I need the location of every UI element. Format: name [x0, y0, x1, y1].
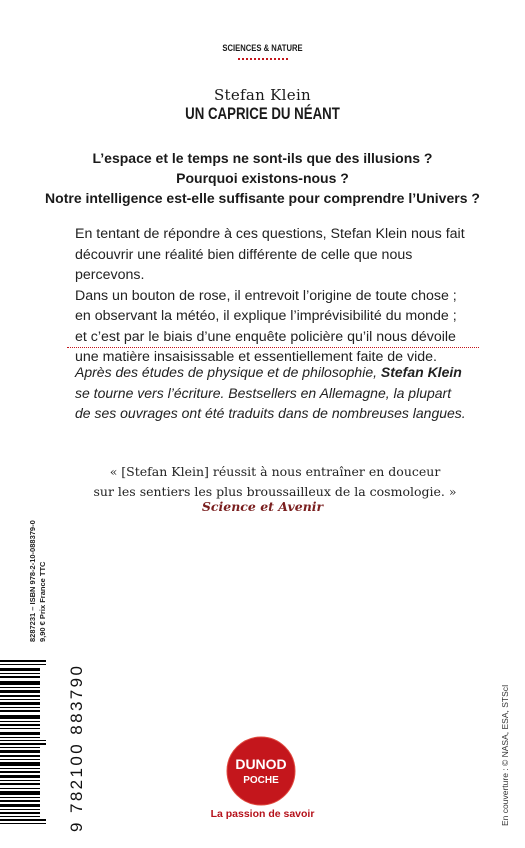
logo-text-poche: POCHE: [243, 775, 279, 786]
dotted-separator: [67, 347, 479, 348]
bio-line: de ses ouvrages ont été traduits dans de nombreuses langues.: [75, 405, 466, 421]
bio-author-name: Stefan Klein: [380, 364, 462, 380]
blurb-line: et c’est par le biais d’une enquête policière qu’il nous dévoile: [75, 328, 456, 345]
quote-line: sur les sentiers les plus broussailleux de la cosmologie. »: [93, 484, 457, 499]
question-line: Pourquoi existons-nous ?: [176, 170, 349, 186]
blurb-line: découvrir une réalité bien différente de celle que nous percevons.: [75, 246, 413, 283]
logo-text-dunod: DUNOD: [235, 756, 287, 772]
book-title: UN CAPRICE DU NÉANT: [185, 104, 340, 123]
blurb-paragraph: [75, 224, 475, 368]
isbn-line: 8287231 – ISBN 978-2-10-088379-0: [28, 520, 37, 642]
blurb-line: Dans un bouton de rose, il entrevoit l’origine de toute chose ;: [75, 287, 457, 304]
price-line: 9,90 € Prix France TTC: [38, 561, 47, 642]
barcode-number: 9 782100 883790: [67, 663, 86, 832]
author-bio: [75, 362, 475, 424]
dunod-poche-logo: [226, 736, 296, 806]
collection-label: SCIENCES & NATURE: [222, 43, 303, 53]
quote-source: Science et Avenir: [201, 499, 324, 514]
publisher-tagline: La passion de savoir: [210, 808, 315, 820]
press-quote: [75, 462, 475, 502]
collection-dotted-divider: [238, 58, 288, 62]
blurb-line: une matière insaisissable et essentiellement faite de vide.: [75, 349, 437, 365]
quote-line: « [Stefan Klein] réussit à nous entraîner en douceur: [109, 464, 441, 479]
bio-text: Après des études de physique et de philosophie,: [75, 364, 381, 380]
author-name: Stefan Klein: [213, 86, 312, 104]
isbn-price-info: [28, 520, 48, 642]
questions-block: [0, 148, 525, 208]
barcode-image: [0, 660, 62, 832]
blurb-line: en observant la météo, il explique l’imprévisibilité du monde ;: [75, 308, 457, 324]
blurb-line: En tentant de répondre à ces questions, Stefan Klein nous fait: [75, 226, 465, 242]
bio-line: [75, 362, 475, 383]
cover-credit: En couverture : © NASA, ESA, STScI: [500, 684, 510, 826]
question-line: Notre intelligence est-elle suffisante pour comprendre l’Univers ?: [45, 190, 480, 206]
bio-line: se tourne vers l’écriture. Bestsellers en Allemagne, la plupart: [75, 384, 452, 401]
question-line: L’espace et le temps ne sont-ils que des illusions ?: [92, 150, 433, 166]
